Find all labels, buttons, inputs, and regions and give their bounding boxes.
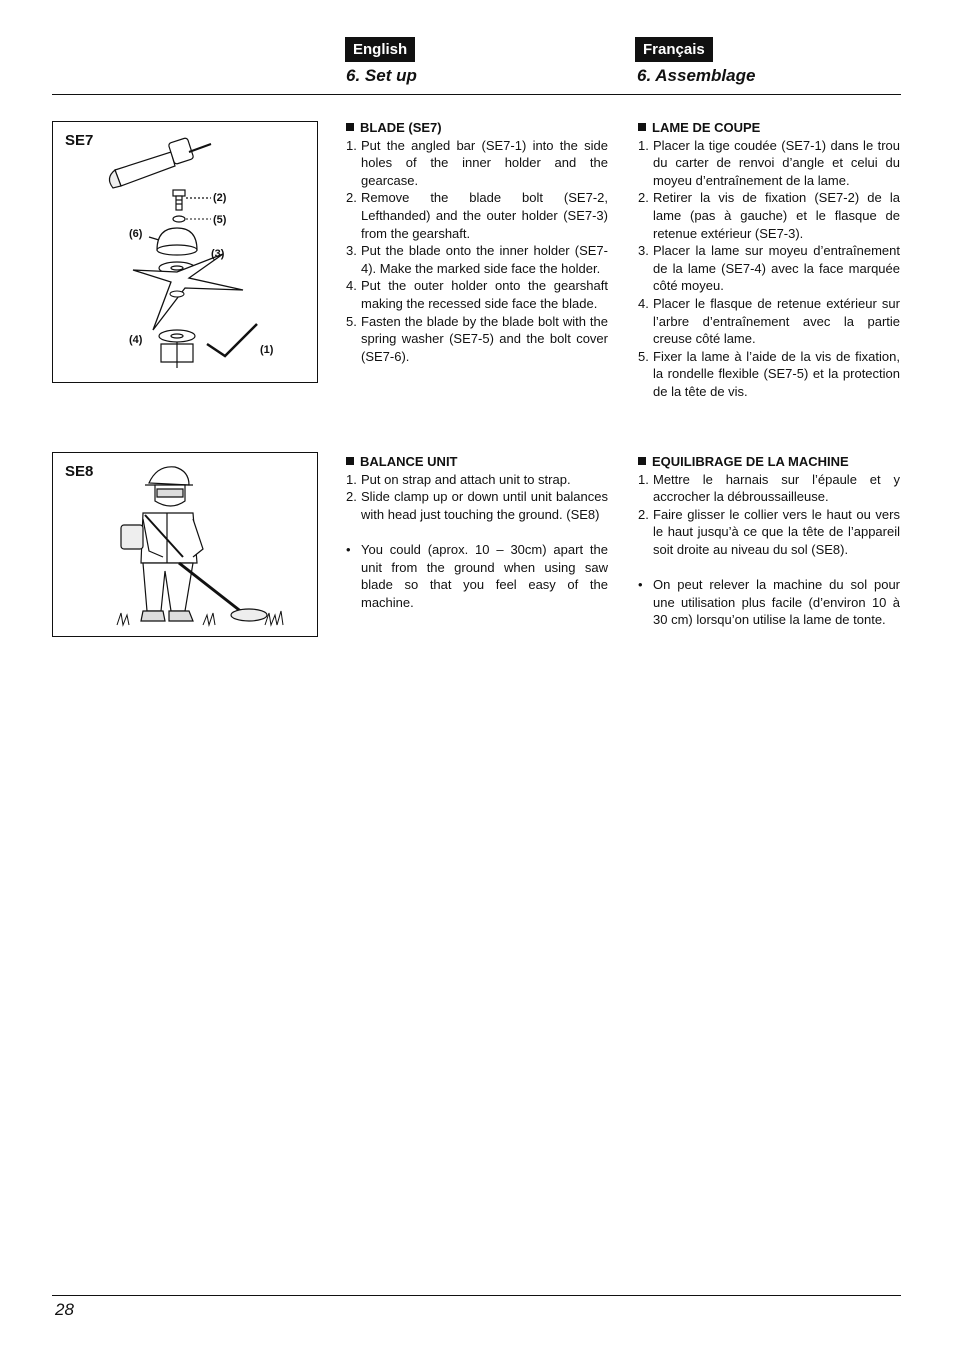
operator-legs-icon [143, 563, 193, 611]
blade-assembly-illustration [53, 122, 317, 382]
figure-se8-label: SE8 [65, 463, 94, 480]
operator-with-trimmer-illustration [53, 453, 317, 636]
list-item: 3. Put the blade onto the inner holder (SE7-4). Make the marked side face the holder. [346, 243, 608, 276]
callout-2: (2) [213, 192, 227, 204]
french-balance-note: • On peut relever la machine du sol pour une utilisation plus facile (d’environ 10 à 30 cm) lorsqu’on utilise la lame de tonte. [638, 577, 900, 628]
callout-3: (3) [211, 248, 225, 260]
spring-washer-icon [173, 216, 185, 222]
french-blade-heading: LAME DE COUPE [638, 119, 900, 137]
list-item: 1. Put on strap and attach unit to strap. [346, 471, 571, 487]
figure-se7-label: SE7 [65, 132, 94, 149]
callout-5: (5) [213, 214, 227, 226]
trimmer-head-icon [231, 609, 267, 621]
square-bullet-icon [346, 123, 354, 131]
list-item: 5. Fasten the blade by the blade bolt with the spring washer (SE7-5) and the bolt cover (SE7-6). [346, 313, 608, 364]
english-balance-section [346, 453, 608, 611]
list-item: 2. Slide clamp up or down until unit balances with head just touching the ground. (SE8) [346, 489, 608, 522]
wrench-tool-icon [109, 137, 211, 188]
list-item: 1. Placer la tige coudée (SE7-1) dans le trou du carter de renvoi d’angle et celui du moyeu d’entraînement de la lame. [638, 137, 900, 188]
list-item: 4. Placer le flasque de retenue extérieur sur l’arbre d’entraînement avec la partie creuse côté lame. [638, 295, 900, 347]
figure-se8 [52, 452, 318, 637]
header-rule [52, 94, 901, 95]
french-language-badge: Français [635, 37, 713, 62]
callout-1: (1) [260, 344, 274, 356]
english-balance-note: • You could (aprox. 10 – 30cm) apart the unit from the ground when using saw blade so that you feel easy of the machine. [346, 541, 608, 610]
list-item: 2. Faire glisser le collier vers le haut ou vers le haut jusqu’à ce que la tête de l’appareil soit droite au niveau du sol (SE8). [638, 506, 900, 557]
bolt-cover-icon [149, 228, 197, 255]
english-blade-heading: BLADE (SE7) [346, 119, 608, 137]
callout-6: (6) [129, 228, 143, 240]
square-bullet-icon [638, 123, 646, 131]
footer-rule [52, 1295, 901, 1296]
english-blade-section [346, 119, 608, 365]
figure-se7 [52, 121, 318, 383]
inner-holder-icon [159, 330, 195, 368]
french-section-title: 6. Assemblage [637, 66, 756, 85]
helmet-icon [149, 467, 189, 485]
list-item: 5. Fixer la lame à l’aide de la vis de fixation, la rondelle flexible (SE7-5) et la protection de la tête de vis. [638, 348, 900, 399]
list-item: 3. Placer la lame sur moyeu d’entraînement de la lame (SE7-4) avec la face marquée côté moyeu. [638, 243, 900, 294]
square-bullet-icon [638, 457, 646, 465]
angled-bar-icon [207, 324, 257, 356]
english-balance-heading: BALANCE UNIT [346, 453, 608, 471]
list-item: 2. Remove the blade bolt (SE7-2, Lefthanded) and the outer holder (SE7-3) from the gearshaft. [346, 190, 608, 241]
list-item: 1. Put the angled bar (SE7-1) into the side holes of the inner holder and the gearcase. [346, 137, 608, 188]
list-item: 2. Retirer la vis de fixation (SE7-2) de la lame (pas à gauche) et le flasque de retenue extérieur (SE7-3). [638, 190, 900, 241]
english-language-badge: English [345, 37, 415, 62]
blade-bolt-icon [173, 190, 211, 210]
square-bullet-icon [346, 457, 354, 465]
french-balance-heading: EQUILIBRAGE DE LA MACHINE [638, 453, 900, 471]
list-item: 1. Mettre le harnais sur l’épaule et y accrocher la débroussailleuse. [638, 471, 900, 505]
french-blade-section [638, 119, 900, 401]
callout-4: (4) [129, 334, 143, 346]
page-number: 28 [55, 1300, 74, 1319]
french-balance-section [638, 453, 900, 629]
list-item: 4. Put the outer holder onto the gearshaft making the recessed side face the blade. [346, 278, 608, 311]
english-section-title: 6. Set up [346, 66, 417, 85]
